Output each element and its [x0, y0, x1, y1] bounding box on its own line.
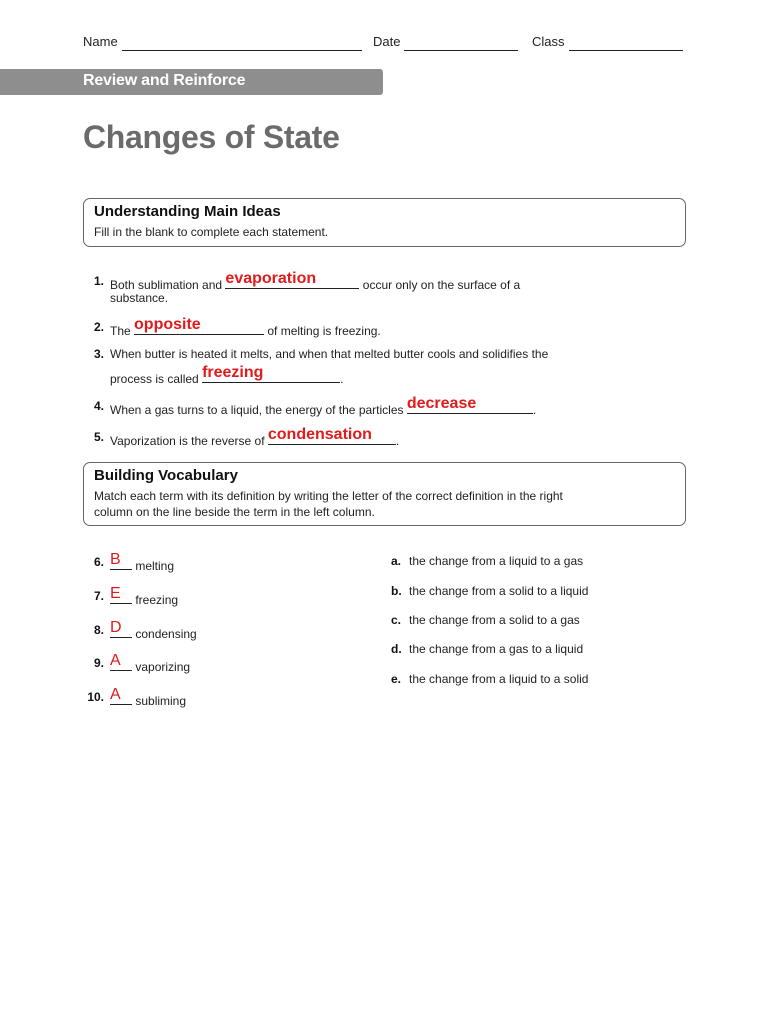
name-label: Name — [83, 34, 118, 49]
definition-text: the change from a liquid to a solid — [409, 672, 589, 686]
definition-text: the change from a gas to a liquid — [409, 642, 584, 656]
item-3-text: When butter is heated it melts, and when that melted butter cools and solidifies the — [110, 347, 549, 361]
page-title: Changes of State — [83, 119, 340, 155]
answer-blank[interactable] — [267, 426, 396, 445]
date-line[interactable] — [404, 37, 518, 51]
section-banner — [0, 69, 383, 95]
definition-letter: c. — [391, 613, 402, 627]
letter-blank[interactable] — [110, 686, 132, 705]
letter-answer: E — [110, 585, 121, 602]
answer-blank[interactable] — [134, 316, 264, 335]
banner-text: Review and Reinforce — [83, 72, 246, 89]
definition-text: the change from a solid to a gas — [409, 613, 580, 627]
item-number: 4. — [93, 399, 104, 413]
term-label: freezing — [135, 593, 179, 607]
term-number: 6. — [93, 555, 104, 569]
name-field[interactable] — [83, 33, 362, 51]
definition-letter: d. — [391, 642, 402, 656]
item-5-text: Vaporization is the reverse of condensation . — [110, 426, 400, 448]
letter-blank[interactable] — [110, 585, 132, 604]
answer-text: evaporation — [225, 270, 317, 287]
definition-letter: b. — [391, 584, 402, 598]
letter-answer: A — [110, 652, 121, 669]
term-number: 8. — [93, 623, 104, 637]
answer-blank[interactable] — [406, 395, 533, 414]
letter-answer: B — [110, 551, 121, 568]
definition-text: the change from a liquid to a gas — [409, 554, 584, 568]
letter-blank[interactable] — [110, 652, 132, 671]
answer-text: condensation — [267, 426, 372, 443]
term-label: vaporizing — [135, 660, 191, 674]
date-label: Date — [373, 34, 401, 49]
term-label: subliming — [135, 694, 187, 708]
item-4-text: When a gas turns to a liquid, the energy of the particles decrease . — [110, 395, 537, 417]
item-number: 5. — [93, 430, 104, 444]
main-ideas-box — [83, 198, 686, 247]
item-number: 2. — [93, 320, 104, 334]
term-number: 10. — [87, 690, 104, 704]
term-number: 7. — [93, 589, 104, 603]
term-row — [110, 686, 187, 708]
definition-text: the change from a solid to a liquid — [409, 584, 589, 598]
letter-answer: D — [110, 619, 122, 636]
class-label: Class — [532, 34, 565, 49]
item-number: 3. — [93, 347, 104, 361]
item-2-text: The opposite of melting is freezing. — [110, 316, 381, 338]
letter-blank[interactable] — [110, 619, 132, 638]
class-line[interactable] — [569, 37, 683, 51]
answer-blank[interactable] — [225, 270, 359, 289]
vocabulary-box — [83, 462, 686, 526]
date-field[interactable] — [373, 33, 518, 51]
name-line[interactable] — [122, 37, 362, 51]
main-ideas-instructions: Fill in the blank to complete each statement. — [94, 225, 329, 239]
item-1-continuation: substance. — [110, 291, 169, 305]
letter-blank[interactable] — [110, 551, 132, 570]
term-row — [110, 619, 197, 641]
definition-letter: e. — [391, 672, 402, 686]
term-label: condensing — [135, 627, 197, 641]
definition-letter: a. — [391, 554, 402, 568]
answer-text: freezing — [202, 364, 264, 381]
term-number: 9. — [93, 656, 104, 670]
term-row — [110, 585, 179, 607]
answer-text: opposite — [134, 316, 201, 333]
main-ideas-heading: Understanding Main Ideas — [94, 203, 281, 220]
item-3-continuation: process is called freezing . — [110, 364, 344, 386]
answer-text: decrease — [406, 395, 477, 412]
term-row — [110, 551, 175, 573]
term-row — [110, 652, 191, 674]
item-number: 1. — [93, 274, 104, 288]
letter-answer: A — [110, 686, 121, 703]
term-label: melting — [135, 559, 175, 573]
vocabulary-instructions: Match each term with its definition by writing the letter of the correct definition in the right column on the line beside the term in the left column. — [94, 489, 563, 519]
class-field[interactable] — [532, 33, 683, 51]
item-1-text: Both sublimation and evaporation occur only on the surface of a — [110, 270, 521, 292]
vocabulary-heading: Building Vocabulary — [94, 467, 238, 484]
